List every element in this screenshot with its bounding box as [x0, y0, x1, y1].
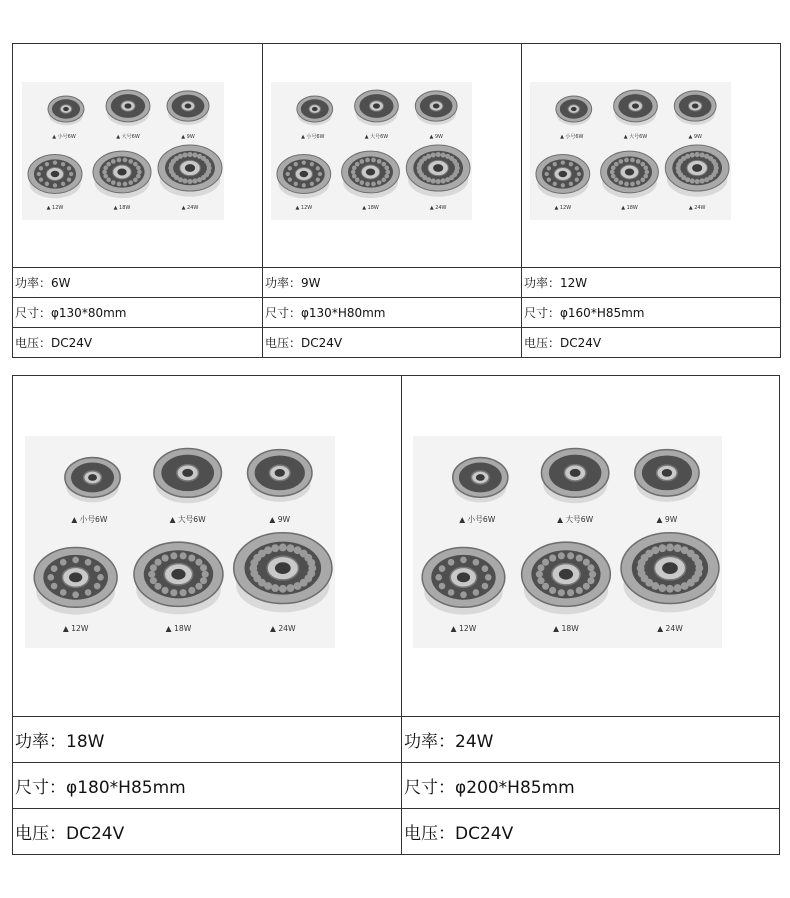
- size-cell: 尺寸：φ180*H85mm: [13, 763, 402, 809]
- spec-table-top: [12, 43, 781, 358]
- lamp-label: ▲ 大号6W: [169, 515, 206, 525]
- lamp-label: ▲ 9W: [656, 515, 678, 525]
- lamp-label: ▲ 小号6W: [560, 133, 584, 141]
- fountain-lamp-illustration: [536, 155, 590, 199]
- power-cell: 功率：12W: [522, 268, 781, 298]
- lamp-label: ▲ 小号6W: [52, 134, 76, 140]
- lamp-label: ▲ 12W: [450, 624, 477, 634]
- lamp-lineup-photo: [413, 436, 722, 648]
- fountain-lamp-illustration: [355, 90, 399, 126]
- fountain-lamp-illustration: [134, 542, 223, 614]
- fountain-lamp-illustration: [614, 90, 658, 126]
- lamp-label: ▲ 小号6W: [459, 515, 496, 525]
- fountain-lamp-illustration: [621, 533, 719, 613]
- lamp-label: ▲ 大号6W: [623, 133, 648, 141]
- voltage-cell: 电压：DC24V: [263, 328, 522, 358]
- fountain-lamp-illustration: [158, 145, 222, 197]
- lamp-label: ▲ 9W: [269, 515, 291, 525]
- fountain-lamp-illustration: [406, 145, 470, 197]
- fountain-lamp-illustration: [635, 450, 699, 502]
- product-image-cell: [263, 44, 522, 268]
- fountain-lamp-illustration: [34, 547, 117, 614]
- lamp-label: ▲ 18W: [113, 205, 131, 211]
- lamp-label: ▲ 12W: [554, 204, 572, 212]
- fountain-lamp-illustration: [415, 91, 457, 125]
- fountain-lamp-illustration: [422, 547, 505, 614]
- voltage-cell: 电压：DC24V: [13, 328, 263, 358]
- fountain-lamp-illustration: [674, 91, 716, 125]
- voltage-cell: 电压：DC24V: [402, 809, 780, 855]
- power-cell: 功率：24W: [402, 717, 780, 763]
- lamp-lineup-photo: [22, 82, 224, 220]
- power-cell: 功率：18W: [13, 717, 402, 763]
- lamp-label: ▲ 9W: [429, 133, 443, 141]
- fountain-lamp-illustration: [48, 96, 84, 125]
- fountain-lamp-illustration: [28, 155, 82, 199]
- lamp-label: ▲ 9W: [688, 133, 702, 141]
- product-image-cell: [522, 44, 781, 268]
- lamp-label: ▲ 小号6W: [301, 133, 325, 141]
- lamp-label: ▲ 24W: [657, 624, 683, 634]
- lamp-label: ▲ 12W: [62, 624, 89, 634]
- power-cell: 功率：6W: [13, 268, 263, 298]
- fountain-lamp-illustration: [541, 449, 608, 504]
- fountain-lamp-illustration: [248, 450, 312, 502]
- lamp-label: ▲ 大号6W: [364, 133, 389, 141]
- fountain-lamp-illustration: [522, 542, 611, 614]
- lamp-label: ▲ 24W: [181, 205, 199, 211]
- voltage-cell: 电压：DC24V: [522, 328, 781, 358]
- fountain-lamp-illustration: [297, 96, 333, 125]
- lamp-label: ▲ 12W: [46, 205, 64, 211]
- fountain-lamp-illustration: [167, 91, 209, 125]
- lamp-label: ▲ 12W: [295, 204, 313, 212]
- lamp-lineup-photo: [25, 436, 335, 648]
- lamp-label: ▲ 18W: [165, 624, 192, 634]
- fountain-lamp-illustration: [453, 458, 508, 503]
- fountain-lamp-illustration: [106, 90, 150, 126]
- fountain-lamp-illustration: [556, 96, 592, 125]
- lamp-label: ▲ 24W: [270, 624, 296, 634]
- size-cell: 尺寸：φ200*H85mm: [402, 763, 780, 809]
- lamp-label: ▲ 18W: [553, 624, 579, 634]
- product-image-cell: [13, 44, 263, 268]
- voltage-cell: 电压：DC24V: [13, 809, 402, 855]
- lamp-label: ▲ 24W: [688, 204, 706, 212]
- power-cell: 功率：9W: [263, 268, 522, 298]
- product-image-cell: [402, 376, 780, 717]
- lamp-label: ▲ 9W: [181, 134, 195, 140]
- lamp-lineup-photo: [271, 82, 472, 220]
- fountain-lamp-illustration: [234, 533, 332, 613]
- size-cell: 尺寸：φ130*80mm: [13, 298, 263, 328]
- spec-table-bottom: [12, 375, 780, 855]
- size-cell: 尺寸：φ130*H80mm: [263, 298, 522, 328]
- fountain-lamp-illustration: [342, 151, 400, 198]
- fountain-lamp-illustration: [65, 458, 120, 503]
- lamp-label: ▲ 大号6W: [116, 134, 140, 140]
- fountain-lamp-illustration: [601, 151, 659, 198]
- size-cell: 尺寸：φ160*H85mm: [522, 298, 781, 328]
- lamp-label: ▲ 18W: [362, 204, 379, 212]
- product-image-cell: [13, 376, 402, 717]
- lamp-label: ▲ 大号6W: [557, 515, 594, 525]
- lamp-label: ▲ 小号6W: [71, 515, 108, 525]
- lamp-label: ▲ 18W: [621, 204, 638, 212]
- lamp-label: ▲ 24W: [429, 204, 447, 212]
- lamp-lineup-photo: [530, 82, 731, 220]
- fountain-lamp-illustration: [665, 145, 729, 197]
- fountain-lamp-illustration: [93, 151, 151, 198]
- fountain-lamp-illustration: [154, 449, 222, 504]
- fountain-lamp-illustration: [277, 155, 331, 199]
